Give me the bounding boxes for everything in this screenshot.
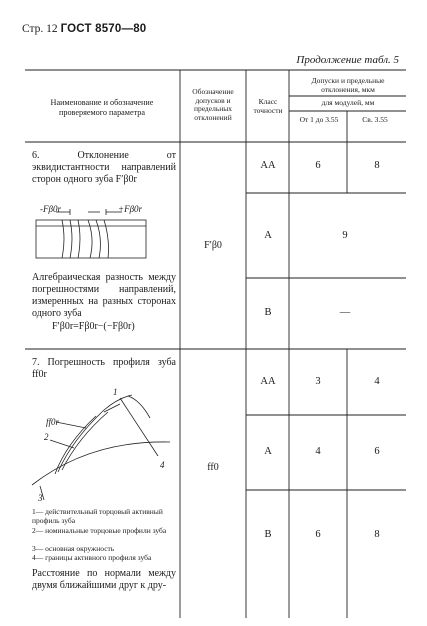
section7-fig-label-4: 4 xyxy=(160,460,165,470)
section7-legend-2: 2— номинальные торцовые профили зуба xyxy=(32,526,167,535)
section7-aa-from: 3 xyxy=(315,376,321,387)
section6-b-merged: — xyxy=(339,307,351,318)
section7-legend-1: 1— действительный торцовый активный профиль зуба xyxy=(32,507,163,525)
table-continuation-label: Продолжение табл. 5 xyxy=(296,54,399,66)
section7-class-b: В xyxy=(264,529,272,540)
col-header-mod-over: Св. 3.55 xyxy=(362,115,388,124)
section6-description: Алгебраическая разность между погрешностями направлений, измеренных на разных сторонах одного зуба xyxy=(32,272,176,319)
section6-fig-label-left: -Fβ0r xyxy=(40,204,61,214)
section7-title: 7. Погрешность профиля зуба ff0r xyxy=(32,357,176,380)
standard-number: ГОСТ 8570—80 xyxy=(60,23,147,35)
col-header-mod-from: От 1 до 3.55 xyxy=(299,115,339,124)
section7-fig-label-ffor: ff0r xyxy=(46,417,60,427)
section6-fig-label-right: +Fβ0r xyxy=(118,204,143,214)
section7-b-from: 6 xyxy=(315,529,321,540)
section7-a-over: 6 xyxy=(374,446,380,457)
section7-a-from: 4 xyxy=(315,446,321,457)
section7-b-over: 8 xyxy=(374,529,380,540)
section7-description: Расстояние по нормали между двумя ближайшими друг к дру- xyxy=(32,568,176,591)
col-header-tolerances: Допуски и предельные отклонения, мкм xyxy=(311,76,385,94)
section6-class-b: В xyxy=(264,307,272,318)
section6-designation: F′β0 xyxy=(204,240,222,251)
section6-aa-over: 8 xyxy=(374,160,380,171)
section6-aa-from: 6 xyxy=(315,160,321,171)
section7-designation: ff0 xyxy=(207,462,219,473)
section7-fig-label-2: 2 xyxy=(44,432,49,442)
section7-aa-over: 4 xyxy=(374,376,380,387)
section7-legend-4: 4— границы активного профиля зуба xyxy=(32,553,152,562)
col-header-designation: Обозначение допусков и предельных отклонений xyxy=(192,87,234,122)
section6-title: 6. Отклонение от эквидистантности направлений сторон одного зуба F′β0r xyxy=(32,150,176,185)
page-number: Стр. 12 xyxy=(22,23,58,35)
section7-class-a: А xyxy=(264,446,272,457)
section6-formula: F′β0r=Fβ0r−(−Fβ0r) xyxy=(52,321,135,332)
section6-a-merged: 9 xyxy=(342,230,348,241)
section7-fig-label-3: 3 xyxy=(38,493,43,503)
section7-fig-label-1: 1 xyxy=(113,387,118,397)
section6-class-aa: АА xyxy=(260,160,276,171)
section6-class-a: А xyxy=(264,230,272,241)
col-header-param: Наименование и обозначение проверяемого параметра xyxy=(50,98,154,117)
section7-legend-3: 3— основная окружность xyxy=(32,544,115,553)
section7-class-aa: АА xyxy=(260,376,276,387)
col-header-modules: для модулей, мм xyxy=(321,98,375,107)
col-header-accuracy-class: Класс точности xyxy=(253,97,283,115)
